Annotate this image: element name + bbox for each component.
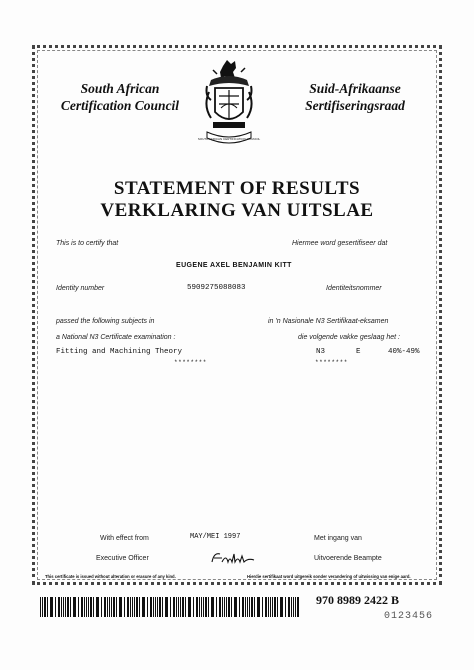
certificate-exam-afrikaans: die volgende vakke geslaag het :: [298, 334, 400, 341]
officer-label-english: Executive Officer: [96, 555, 149, 562]
barcode-bar: [216, 597, 217, 617]
barcode-bar: [139, 597, 140, 617]
barcode-bar: [153, 597, 154, 617]
crest-motto: SOUTH AFRICAN CERTIFICATION COUNCIL: [197, 137, 261, 141]
council-name-english: [55, 80, 185, 114]
council-af-line1: Suid-Afrikaanse: [309, 81, 401, 96]
barcode-bar: [242, 597, 244, 617]
barcode-bar: [50, 597, 53, 617]
barcode-bar: [86, 597, 87, 617]
barcode-bar: [47, 597, 48, 617]
barcode-bar: [104, 597, 106, 617]
title-afrikaans: VERKLARING VAN UITSLAE: [100, 200, 374, 221]
barcode-bar: [58, 597, 60, 617]
barcode-bar: [78, 597, 79, 617]
barcode-icon: [40, 597, 302, 617]
barcode-bar: [280, 597, 283, 617]
barcode-bar: [84, 597, 85, 617]
barcode-bar: [239, 597, 240, 617]
passed-english: passed the following subjects in: [56, 318, 155, 325]
footnote-afrikaans: Hierdie sertifikaat word uitgereik sonder verandering of uitwissing van enige aard.: [247, 574, 411, 579]
barcode-bar: [159, 597, 161, 617]
barcode-bar: [42, 597, 43, 617]
identity-label-afrikaans: Identiteitsnommer: [326, 285, 382, 292]
document-number: 0123456: [384, 611, 434, 622]
footnote-english: This certificate is issued without alteration or erasure of any kind.: [45, 574, 176, 579]
barcode-bar: [111, 597, 112, 617]
identity-label-english: Identity number: [56, 285, 105, 292]
barcode-bar: [178, 597, 179, 617]
barcode-bar: [224, 597, 225, 617]
barcode-bar: [113, 597, 115, 617]
barcode-bar: [249, 597, 250, 617]
result-stars-right: ********: [315, 359, 348, 366]
barcode-bar: [247, 597, 248, 617]
barcode-bar: [44, 597, 46, 617]
barcode-bar: [265, 597, 267, 617]
barcode-bar: [165, 597, 168, 617]
barcode-bar: [109, 597, 110, 617]
barcode-bar: [176, 597, 177, 617]
barcode-bar: [67, 597, 69, 617]
barcode-bar: [119, 597, 122, 617]
certificate-exam-english: a National N3 Certificate examination :: [56, 334, 176, 341]
barcode-bar: [170, 597, 171, 617]
barcode-bar: [96, 597, 99, 617]
barcode-bar: [70, 597, 71, 617]
barcode-bar: [73, 597, 76, 617]
candidate-name: EUGENE AXEL BENJAMIN KITT: [176, 262, 292, 269]
barcode-bar: [211, 597, 214, 617]
barcode-bar: [116, 597, 117, 617]
barcode-bar: [188, 597, 191, 617]
barcode-bar: [55, 597, 56, 617]
barcode-bar: [228, 597, 230, 617]
subject-percent: 40%-49%: [388, 348, 420, 356]
barcode-bar: [285, 597, 286, 617]
barcode-bar: [182, 597, 184, 617]
barcode-bar: [124, 597, 125, 617]
barcode-bar: [222, 597, 223, 617]
barcode-bar: [272, 597, 273, 617]
barcode-bar: [90, 597, 92, 617]
barcode-bar: [262, 597, 263, 617]
barcode-bar: [201, 597, 202, 617]
barcode-bar: [127, 597, 129, 617]
coat-of-arms-icon: [197, 56, 261, 152]
barcode-bar: [65, 597, 66, 617]
barcode-bar: [185, 597, 186, 617]
barcode-bar: [132, 597, 133, 617]
barcode-bar: [208, 597, 209, 617]
barcode-bar: [274, 597, 276, 617]
council-en-line2: Certification Council: [60, 98, 180, 113]
council-name-afrikaans: [290, 80, 420, 114]
barcode-bar: [173, 597, 175, 617]
barcode-bar: [277, 597, 278, 617]
effect-label-afrikaans: Met ingang van: [314, 535, 362, 542]
barcode-bar: [226, 597, 227, 617]
barcode-bar: [234, 597, 237, 617]
serial-number: 970 8989 2422 B: [316, 593, 400, 607]
effect-date: MAY/MEI 1997: [190, 533, 241, 541]
barcode-bar: [130, 597, 131, 617]
barcode-bar: [268, 597, 269, 617]
certify-english: This is to certify that: [56, 240, 119, 247]
subject-name: Fitting and Machining Theory: [56, 348, 183, 356]
passed-afrikaans: in 'n Nasionale N3 Sertifikaat-eksamen: [268, 318, 389, 325]
identity-number: 5909275088083: [187, 284, 246, 292]
barcode-bar: [254, 597, 255, 617]
barcode-bar: [88, 597, 89, 617]
council-af-line2: Sertifiseringsraad: [305, 98, 405, 113]
result-stars-left: ********: [174, 359, 207, 366]
barcode-bar: [196, 597, 198, 617]
officer-signature: [208, 550, 258, 566]
barcode-bar: [147, 597, 148, 617]
barcode-bar: [270, 597, 271, 617]
barcode-bar: [257, 597, 260, 617]
subject-symbol: E: [356, 348, 361, 356]
barcode-bar: [295, 597, 296, 617]
barcode-bar: [63, 597, 64, 617]
barcode-bar: [155, 597, 156, 617]
barcode-bar: [251, 597, 253, 617]
title-english: STATEMENT OF RESULTS: [113, 178, 361, 199]
effect-label-english: With effect from: [100, 535, 149, 542]
officer-label-afrikaans: Uitvoerende Beampte: [314, 555, 382, 562]
barcode-bar: [81, 597, 83, 617]
subject-level: N3: [316, 348, 326, 356]
barcode-bar: [134, 597, 135, 617]
council-en-line1: South African: [80, 81, 160, 96]
barcode-bar: [203, 597, 204, 617]
barcode-bar: [219, 597, 221, 617]
barcode-bar: [136, 597, 138, 617]
barcode-bar: [180, 597, 181, 617]
barcode-bar: [199, 597, 200, 617]
barcode-bar: [93, 597, 94, 617]
barcode-bar: [162, 597, 163, 617]
barcode-bar: [245, 597, 246, 617]
barcode-bar: [293, 597, 294, 617]
barcode-bar: [101, 597, 102, 617]
barcode-bar: [291, 597, 292, 617]
barcode-bar: [150, 597, 152, 617]
barcode-bar: [61, 597, 62, 617]
barcode-bar: [231, 597, 232, 617]
barcode-bar: [297, 597, 299, 617]
certify-afrikaans: Hiermee word gesertifiseer dat: [292, 240, 388, 247]
barcode-bar: [205, 597, 207, 617]
barcode-bar: [193, 597, 194, 617]
barcode-bar: [288, 597, 290, 617]
barcode-bar: [142, 597, 145, 617]
barcode-bar: [107, 597, 108, 617]
barcode-bar: [40, 597, 41, 617]
barcode-bar: [157, 597, 158, 617]
